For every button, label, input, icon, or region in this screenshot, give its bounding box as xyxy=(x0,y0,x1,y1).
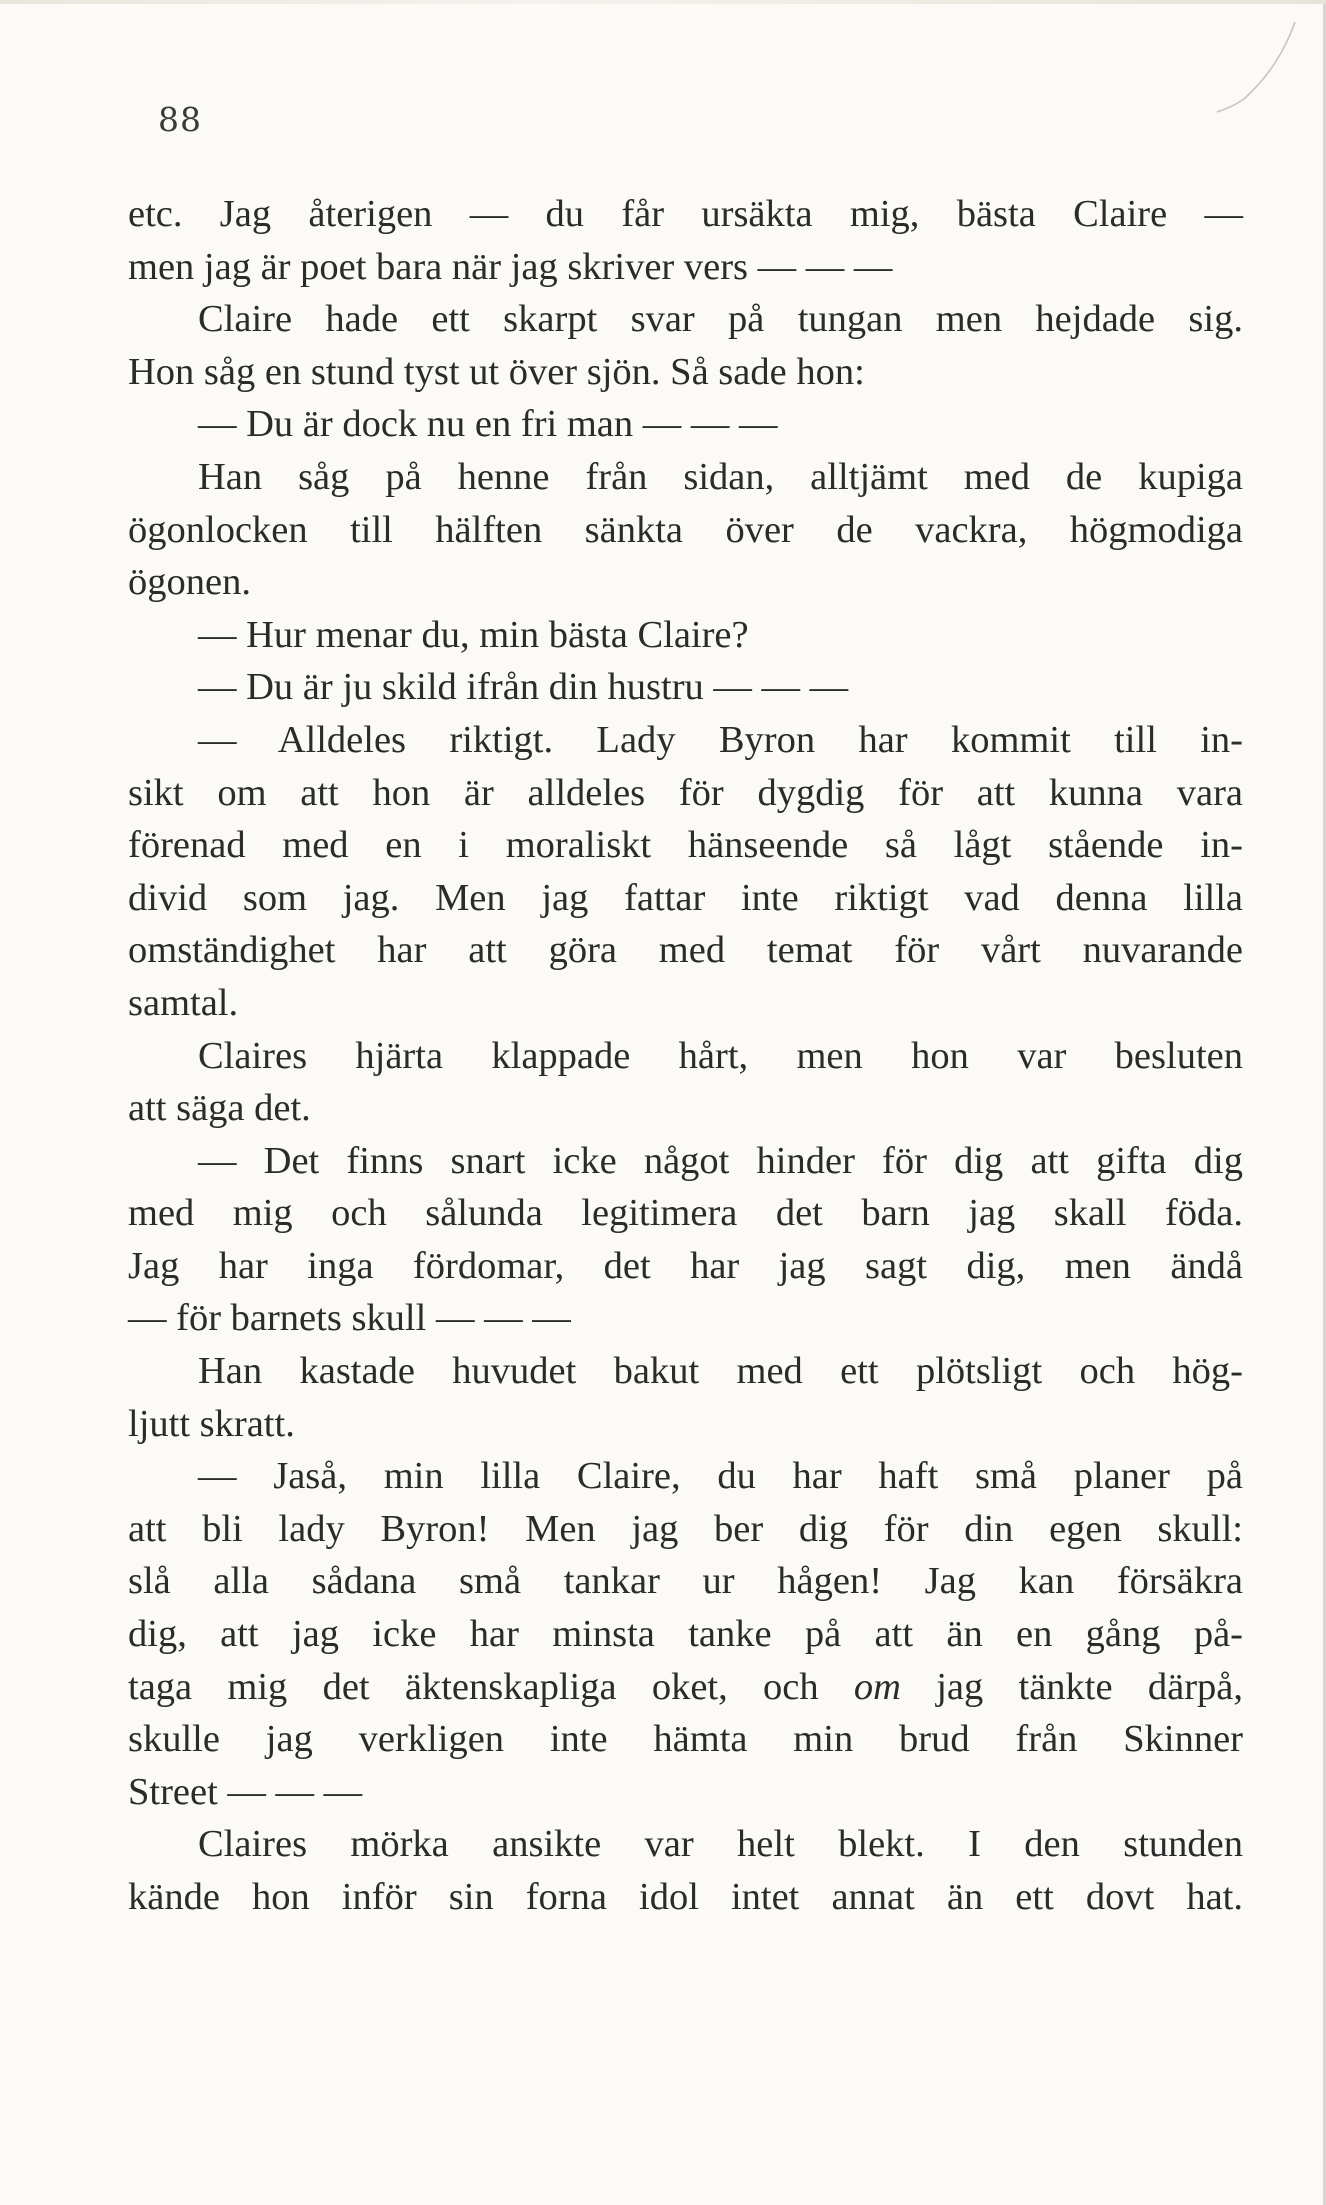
text-line: Jag har inga fördomar, det har jag sagt dig, men ändå xyxy=(128,1244,1243,1287)
pencil-mark xyxy=(1215,20,1300,115)
text-line: — för barnets skull — — — xyxy=(128,1297,571,1340)
text-line: slå alla sådana små tankar ur hågen! Jag kan försäkra xyxy=(128,1560,1243,1603)
text-segment: taga mig det äktenskapliga oket, och xyxy=(128,1665,854,1708)
text-line: Hon såg en stund tyst ut över sjön. Så sade hon: xyxy=(128,350,865,393)
text-line: — Jaså, min lilla Claire, du har haft små planer på xyxy=(198,1455,1243,1498)
text-line: skulle jag verkligen inte hämta min brud från Skinner xyxy=(128,1718,1243,1761)
text-line: att säga det. xyxy=(128,1087,311,1130)
text-line: — Det finns snart icke något hinder för dig att gifta dig xyxy=(198,1139,1243,1182)
text-line: ögonen. xyxy=(128,561,251,604)
text-line: — Hur menar du, min bästa Claire? xyxy=(198,613,749,656)
text-line: divid som jag. Men jag fattar inte riktigt vad denna lilla xyxy=(128,876,1243,919)
text-line: Claires hjärta klappade hårt, men hon var besluten xyxy=(198,1034,1243,1077)
text-line: men jag är poet bara när jag skriver vers — — — xyxy=(128,245,893,288)
text-line: — Alldeles riktigt. Lady Byron har kommit till in- xyxy=(198,718,1243,761)
text-line: kände hon inför sin forna idol intet annat än ett dovt hat. xyxy=(128,1876,1243,1918)
text-line: Claires mörka ansikte var helt blekt. I den stunden xyxy=(198,1823,1243,1866)
text-line: etc. Jag återigen — du får ursäkta mig, bästa Claire — xyxy=(128,193,1243,235)
text-line: Street — — — xyxy=(128,1770,363,1813)
body-text xyxy=(128,188,1243,1924)
text-line xyxy=(128,1661,1243,1714)
text-line: samtal. xyxy=(128,981,239,1024)
text-line: sikt om att hon är alldeles för dygdig för att kunna vara xyxy=(128,771,1243,814)
text-line: dig, att jag icke har minsta tanke på att än en gång på- xyxy=(128,1613,1243,1656)
text-line: Han kastade huvudet bakut med ett plötsligt och hög- xyxy=(198,1350,1243,1393)
text-line: Claire hade ett skarpt svar på tungan men hejdade sig. xyxy=(198,298,1243,341)
text-line: ögonlocken till hälften sänkta över de vackra, högmodiga xyxy=(128,508,1243,551)
text-line: ljutt skratt. xyxy=(128,1402,295,1445)
page-number: 88 xyxy=(158,100,202,139)
page-top-edge xyxy=(0,0,1326,4)
text-line: med mig och sålunda legitimera det barn jag skall föda. xyxy=(128,1192,1243,1235)
text-segment: jag tänkte därpå, xyxy=(900,1665,1243,1708)
text-line: omständighet har att göra med temat för vårt nuvarande xyxy=(128,929,1243,972)
text-line: — Du är dock nu en fri man — — — xyxy=(198,403,778,446)
text-line: förenad med en i moraliskt hänseende så lågt stående in- xyxy=(128,824,1243,867)
text-line: — Du är ju skild ifrån din hustru — — — xyxy=(198,666,849,709)
text-line: att bli lady Byron! Men jag ber dig för din egen skull: xyxy=(128,1507,1243,1550)
italic-word: om xyxy=(853,1665,901,1708)
text-line: Han såg på henne från sidan, alltjämt med de kupiga xyxy=(198,455,1243,498)
